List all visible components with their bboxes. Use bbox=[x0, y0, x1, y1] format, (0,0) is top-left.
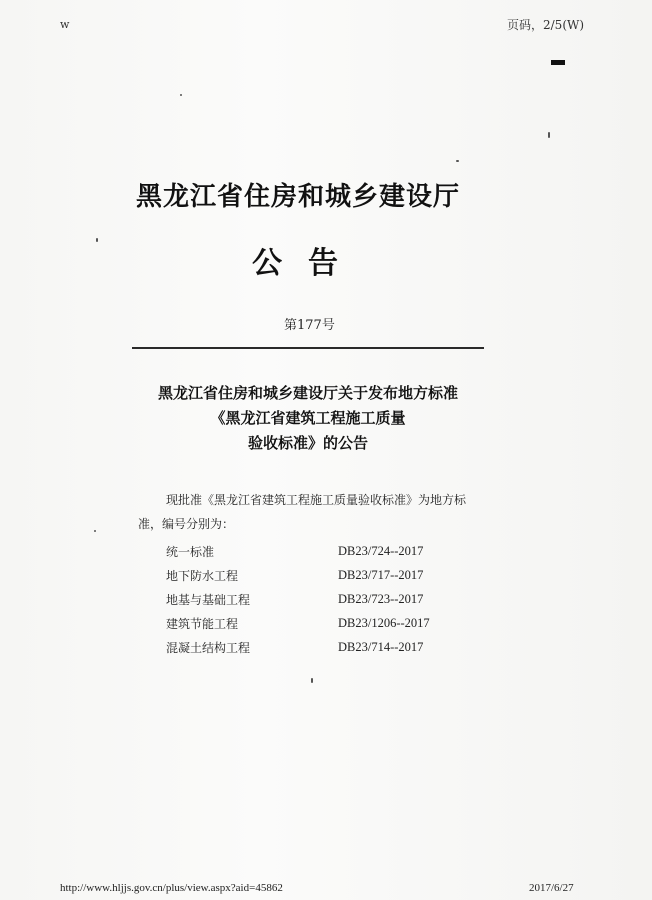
standard-row bbox=[166, 539, 430, 563]
standard-row bbox=[166, 587, 430, 611]
header-divider bbox=[132, 347, 484, 349]
notice-heading: 公告 bbox=[252, 246, 364, 281]
scan-speck bbox=[94, 530, 96, 532]
standard-name: 地下防水工程 bbox=[166, 568, 239, 583]
standard-name: 混凝土结构工程 bbox=[166, 640, 251, 655]
scan-speck bbox=[311, 678, 313, 683]
scan-speck bbox=[180, 94, 182, 96]
scan-speck bbox=[96, 238, 98, 242]
scan-speck bbox=[548, 132, 550, 138]
body-text-line: 现批准《黑龙江省建筑工程施工质量验收标准》为地方标 bbox=[166, 493, 467, 507]
standard-code: DB23/717--2017 bbox=[338, 567, 424, 582]
page-indicator: 页码，2/5(W) bbox=[507, 18, 585, 32]
notice-body bbox=[138, 488, 466, 536]
standard-name: 地基与基础工程 bbox=[166, 592, 251, 607]
title-line: 验收标准》的公告 bbox=[247, 434, 368, 452]
notice-title bbox=[130, 381, 486, 456]
standard-code: DB23/724--2017 bbox=[338, 543, 424, 558]
standard-row bbox=[166, 635, 430, 659]
standards-list bbox=[166, 539, 430, 659]
scan-mark bbox=[551, 60, 565, 65]
header-left-mark: w bbox=[60, 18, 70, 31]
scan-speck bbox=[456, 160, 459, 162]
standard-name: 建筑节能工程 bbox=[166, 616, 239, 631]
standard-row bbox=[166, 611, 430, 635]
standard-row bbox=[166, 563, 430, 587]
standard-name: 统一标准 bbox=[166, 544, 215, 559]
document-number: 第177号 bbox=[284, 318, 335, 333]
source-url[interactable]: http://www.hljjs.gov.cn/plus/view.aspx?aid=45862 bbox=[60, 882, 283, 894]
body-text-line: 准，编号分别为： bbox=[138, 517, 235, 531]
title-line: 《黑龙江省建筑工程施工质量 bbox=[210, 409, 406, 427]
standard-code: DB23/723--2017 bbox=[338, 591, 424, 606]
print-date: 2017/6/27 bbox=[529, 882, 574, 894]
department-name: 黑龙江省住房和城乡建设厅 bbox=[136, 182, 461, 212]
standard-code: DB23/1206--2017 bbox=[338, 615, 430, 630]
standard-code: DB23/714--2017 bbox=[338, 639, 424, 654]
title-line: 黑龙江省住房和城乡建设厅关于发布地方标准 bbox=[157, 384, 458, 402]
